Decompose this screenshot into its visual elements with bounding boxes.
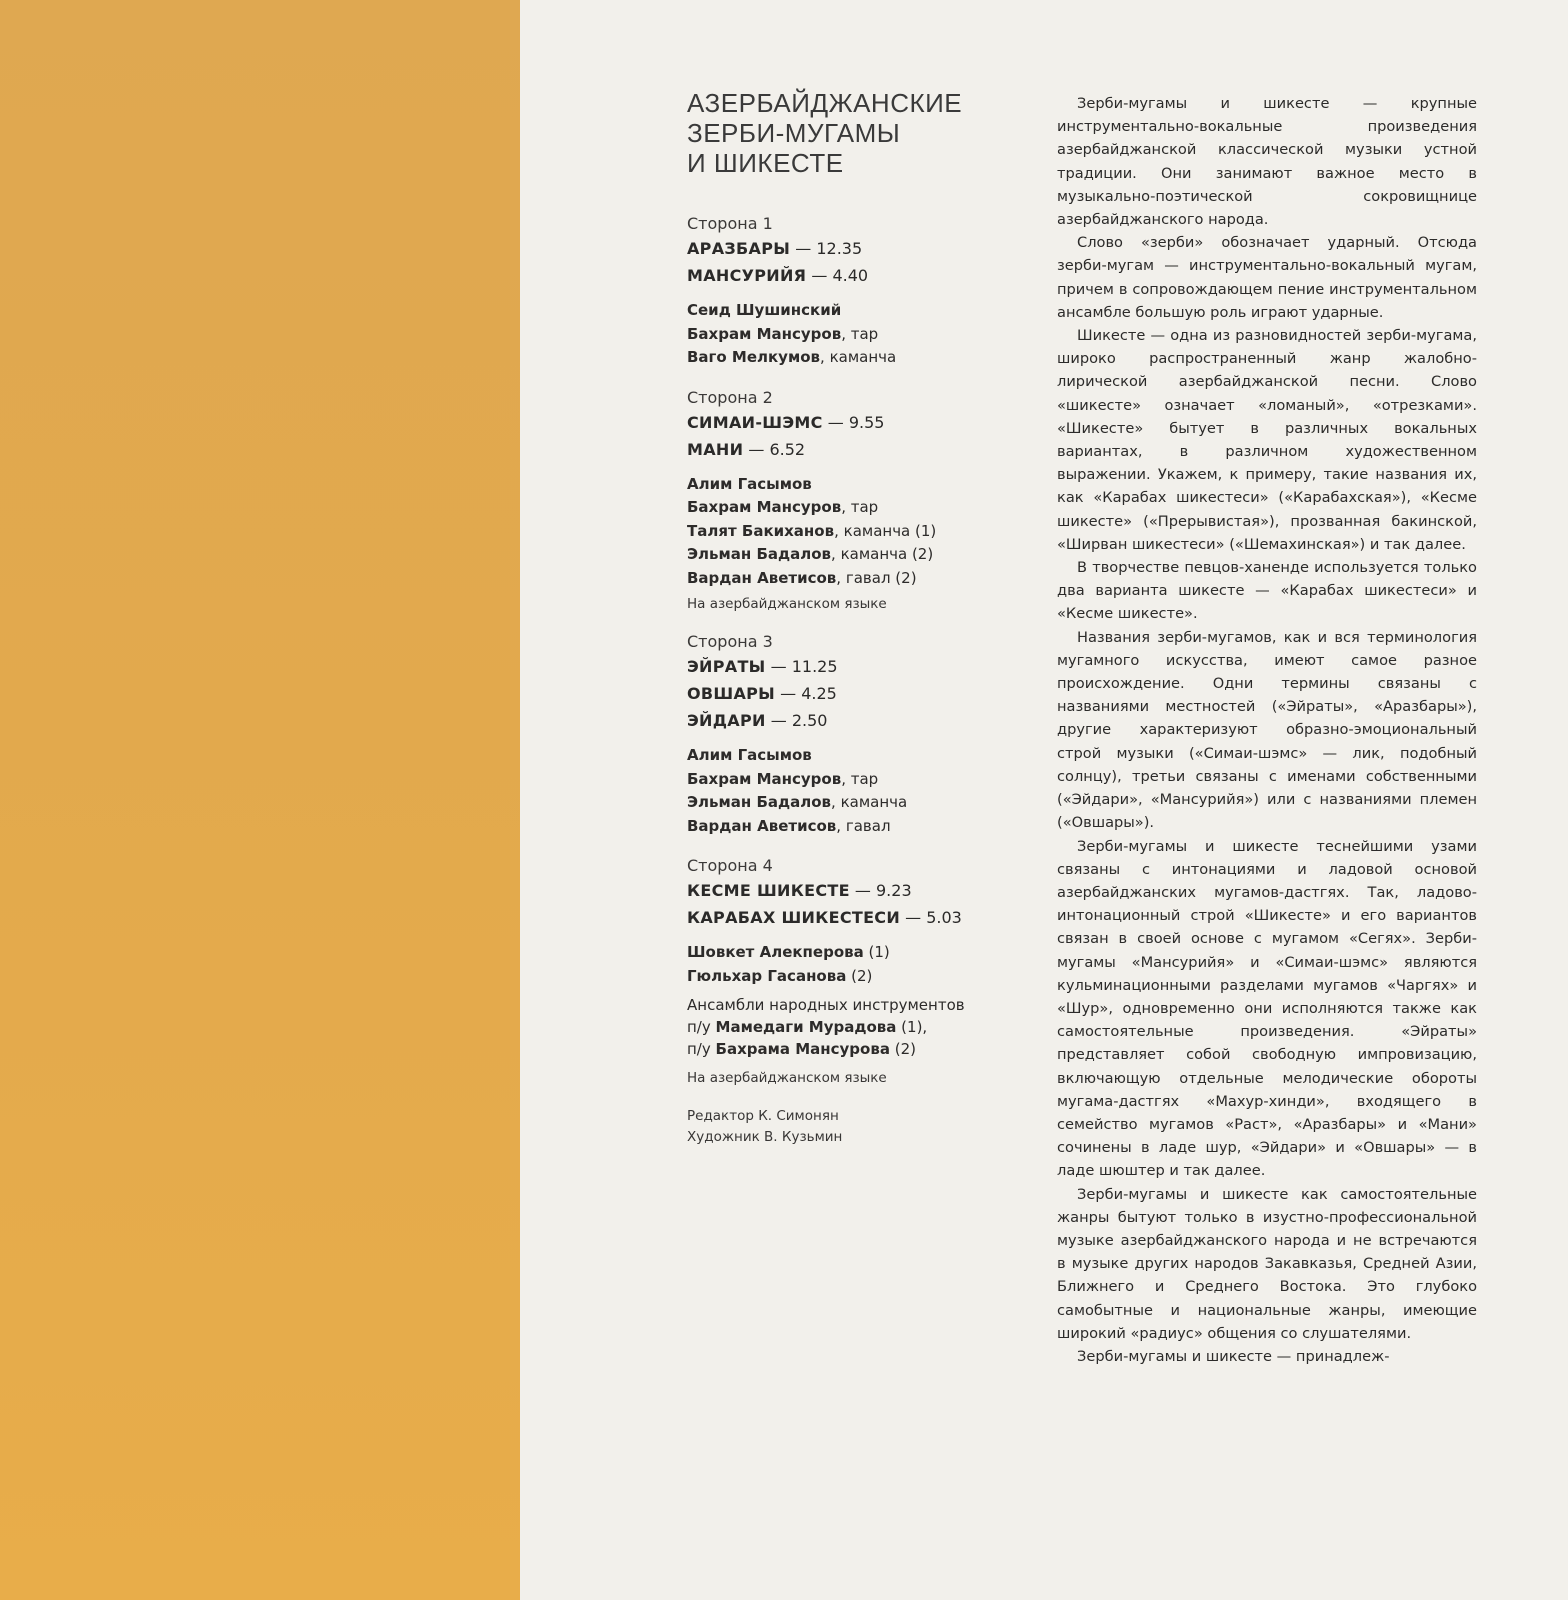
article-column [1057,92,1477,1368]
performer [687,791,1013,815]
album-title [687,88,1013,178]
track-item [687,711,1013,730]
article-paragraph: Зерби-мугамы и шикесте как самостоятельные жанры бытуют только в изустно-профессиональной музыке азербайджанского народа и не встречаются в музыке других народов Закавказья, Средней Азии, Ближнего и Среднего Востока. Это глубоко самобытные и национальные жанры, имеющие широкий «радиус» общения со слушателями. [1057,1185,1477,1342]
performer-role: , гавал (2) [836,568,917,587]
performer-role: , каманча [820,348,897,366]
track-item [687,684,1013,703]
language-note: На азербайджанском языке [687,596,887,612]
side-2-performers [687,473,1013,591]
performer-name: Эльман Бадалов [687,793,832,811]
performer-name: Алим Гасымов [687,474,812,493]
performer-name: Бахрам Мансуров [687,769,842,788]
performer [687,543,1013,567]
track-item [687,440,1013,459]
side-1-heading: Сторона 1 [687,214,773,233]
side-3-heading: Сторона 3 [687,632,773,651]
track-item [687,657,1013,676]
performer-name: Эльман Бадалов [687,545,832,563]
performer-name: Талят Бакиханов [687,521,835,540]
album-title-line: ЗЕРБИ-МУГАМЫ [687,118,901,148]
track-item [687,266,1013,285]
track-duration: — 12.35 [790,239,863,258]
performer-name: Гюльхар Гасанова [687,966,847,985]
performer-role: , каманча [831,793,908,811]
track-duration: — 2.50 [765,711,828,730]
ensemble-leader-line [687,1016,1013,1038]
performer-name: Бахрам Мансуров [687,324,842,343]
performer [687,744,1013,768]
performer-name: Вардан Аветисов [687,816,837,835]
tracklist-column [683,88,1013,1148]
track-item [687,908,1013,927]
track-name: ЭЙДАРИ [687,711,766,730]
performer-role: , каманча (1) [834,521,937,540]
album-title-line: АЗЕРБАЙДЖАНСКИЕ [687,88,963,118]
orange-cover-panel [0,0,520,1600]
ensemble-line: Ансамбли народных инструментов [687,996,965,1014]
track-name: ОВШАРЫ [687,684,776,703]
performer [687,299,1013,323]
performer-role: (2) [846,966,873,985]
editor-credit: Редактор К. Симонян [687,1108,839,1124]
track-name: СИМАИ-ШЭМС [687,412,823,432]
ensemble-leader-line [687,1038,1013,1060]
performer-role: , гавал [836,816,891,835]
performer-role: , тар [841,769,879,788]
track-duration: — 6.52 [743,439,806,459]
track-duration: — 9.23 [849,881,912,900]
side-2-heading: Сторона 2 [687,387,773,407]
article-paragraph: Слово «зерби» обозначает ударный. Отсюда зерби-мугам — инструментально-вокальный мугам, причем в сопровождающем пение инструментальном ансамбле большую роль играют ударные. [1057,234,1477,321]
performer [687,520,1013,544]
performer-role: , тар [841,324,879,343]
performer-name: Алим Гасымов [687,746,812,764]
track-name: КАРАБАХ ШИКЕСТЕСИ [687,908,901,927]
performer [687,346,1013,370]
side-1-performers [687,299,1013,370]
side-4-performers [687,941,1013,988]
ensemble-suffix: (2) [889,1040,916,1058]
production-credits [687,1106,1013,1148]
album-title-line: И ШИКЕСТЕ [687,148,844,178]
performer [687,496,1013,520]
performer [687,323,1013,347]
ensemble-prefix: п/у [687,1040,716,1058]
track-name: КЕСМЕ ШИКЕСТЕ [687,881,850,900]
performer-role: , каманча (2) [831,545,934,563]
performer [687,768,1013,792]
track-name: МАНСУРИЙЯ [687,266,807,285]
track-item [687,881,1013,900]
performer [687,965,1013,989]
ensemble-leader: Мамедаги Мурадова [715,1018,897,1036]
performer-name: Шовкет Алекперова [687,943,864,961]
performer-name: Бахрам Мансуров [687,498,842,516]
performer-name: Вардан Аветисов [687,568,837,587]
track-item [687,239,1013,258]
performer-role: (1) [863,943,890,961]
ensemble-leader: Бахрама Мансурова [715,1040,890,1058]
performer-name: Ваго Мелкумов [687,348,821,366]
article-paragraph: В творчестве певцов-ханенде используется только два варианта шикесте — «Карабах шикестеси» и «Кесме шикесте». [1057,559,1477,623]
article-paragraph: Шикесте — одна из разновидностей зерби-мугама, широко распространенный жанр жалобно-лирической азербайджанской песни. Слово «шикесте» означает «ломаный», «отрезками». «Шикесте» бытует в различных вокальных вариантах, в различном художественном выражении. Укажем, к примеру, такие названия их, как «Карабах шикестеси» («Карабахская»), «Кесме шикесте» («Прерывистая»), прозванная бакинской, «Ширван шикестеси» («Шемахинская») и так далее. [1057,327,1477,553]
performer [687,567,1013,591]
article-paragraph: Зерби-мугамы и шикесте теснейшими узами связаны с интонациями и ладовой основой азербайджанских мугамов-дастгях. Так, ладово-интонационный строй «Шикесте» и его вариантов связан в своей основе с мугамом «Сегях». Зерби-мугамы «Мансурийя» и «Симаи-шэмс» являются кульминационными разделами мугамов «Чаргях» и «Шур», одновременно они исполняются также как самостоятельные произведения. «Эйраты» представляет собой свободную импровизацию, включающую отдельные мелодические обороты мугама-дастгях «Махур-хинди», входящего в семейство мугамов «Раст», «Аразбары» и «Мани» сочинены в ладе шур, «Эйдари» и «Овшары» — в ладе шюштер и так далее. [1057,837,1477,1180]
side-4-heading: Сторона 4 [687,856,773,875]
track-duration: — 4.40 [806,266,869,285]
ensemble-suffix: (1), [896,1018,928,1036]
article-paragraph: Зерби-мугамы и шикесте — принадлеж- [1077,1347,1390,1365]
performer-name: Сеид Шушинский [687,301,842,319]
track-duration: — 9.55 [822,412,885,432]
ensemble-prefix: п/у [687,1018,716,1036]
track-name: МАНИ [687,439,744,459]
performer [687,473,1013,497]
language-note: На азербайджанском языке [687,1070,887,1086]
performer [687,815,1013,839]
artist-credit: Художник В. Кузьмин [687,1129,843,1145]
track-name: ЭЙРАТЫ [687,657,766,676]
performer-role: , тар [841,498,879,516]
track-duration: — 11.25 [765,657,838,676]
track-duration: — 5.03 [900,908,962,927]
track-name: АРАЗБАРЫ [687,239,791,258]
ensemble-credits [687,994,1013,1060]
side-3-performers [687,744,1013,838]
performer [687,941,1013,965]
article-paragraph: Названия зерби-мугамов, как и вся терминология мугамного искусства, имеют самое разное происхождение. Одни термины связаны с названиями местностей («Эйраты», «Аразбары»), другие характеризуют образно-эмоциональный строй музыки («Симаи-шэмс» — лик, подобный солнцу), третьи связаны с именами собственными («Эйдари», «Мансурийя») или с названиями племен («Овшары»). [1057,628,1477,832]
track-duration: — 4.25 [775,684,837,703]
track-item [687,413,1013,432]
article-paragraph: Зерби-мугамы и шикесте — крупные инструментально-вокальные произведения азербайджанской классической музыки устной традиции. Они занимают важное место в музыкально-поэтической сокровищнице азербайджанского народа. [1057,95,1477,229]
